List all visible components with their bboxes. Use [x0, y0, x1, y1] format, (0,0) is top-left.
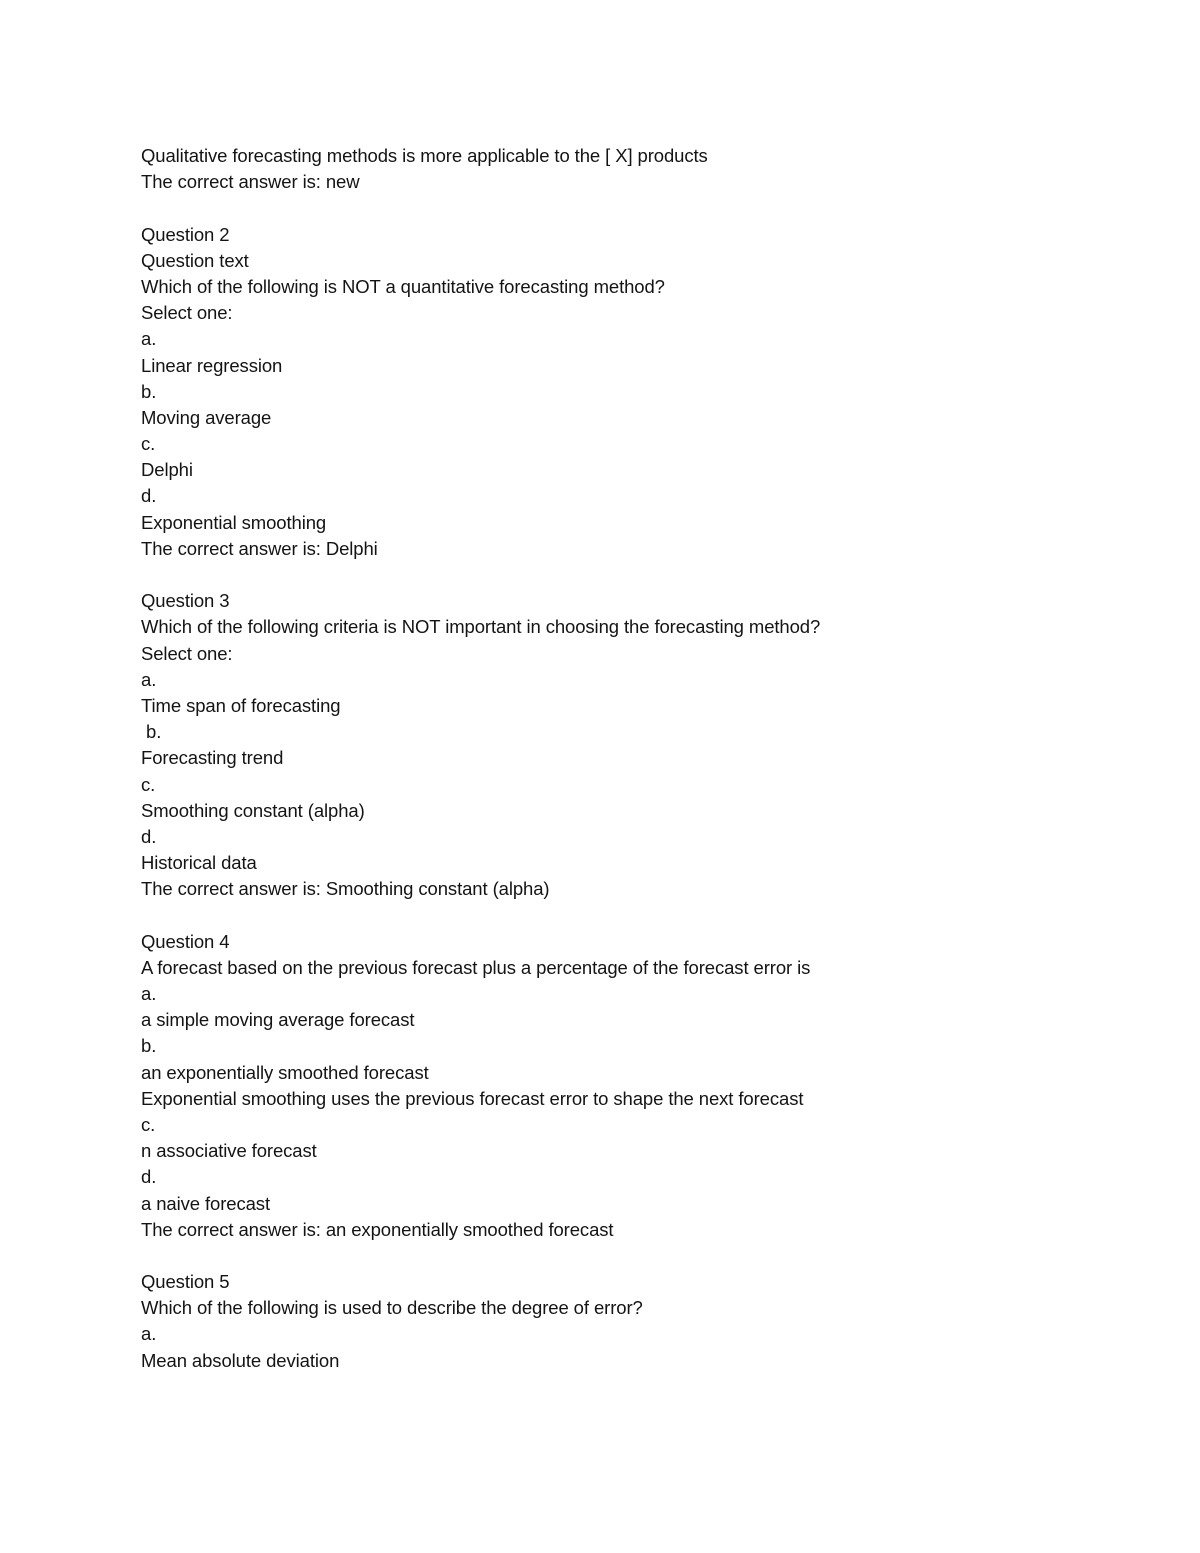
question-3-option-d-letter: d. [141, 825, 157, 847]
question-5-option-a-text: Mean absolute deviation [141, 1349, 340, 1371]
question-5-text: Which of the following is used to describe the degree of error? [141, 1297, 643, 1319]
question-3-option-c-letter: c. [141, 773, 156, 795]
question-3-option-b-text: Forecasting trend [141, 747, 284, 769]
question-5-option-a-letter: a. [141, 1323, 157, 1345]
question-4-option-a-text: a simple moving average forecast [141, 1009, 415, 1031]
question-1-text: Qualitative forecasting methods is more applicable to the [ X] products [141, 145, 708, 166]
question-5-heading: Question 5 [141, 1271, 230, 1293]
question-3-option-a-text: Time span of forecasting [141, 694, 341, 716]
blank-line [141, 562, 1101, 588]
question-4-option-c-letter: c. [141, 1113, 156, 1135]
question-2-heading: Question 2 [141, 223, 230, 245]
question-2-answer: The correct answer is: Delphi [141, 537, 378, 559]
question-2-option-c-letter: c. [141, 433, 156, 455]
question-4-answer: The correct answer is: an exponentially smoothed forecast [141, 1218, 614, 1240]
question-3-text: Which of the following criteria is NOT important in choosing the forecasting method? [141, 616, 821, 638]
question-4-option-c-text: n associative forecast [141, 1140, 317, 1162]
question-4-explanation: Exponential smoothing uses the previous forecast error to shape the next forecast [141, 1087, 804, 1109]
question-1-answer: The correct answer is: new [141, 171, 360, 193]
question-3-option-a-letter: a. [141, 668, 157, 690]
question-4-option-d-text: a naive forecast [141, 1192, 271, 1214]
question-3-option-c-text: Smoothing constant (alpha) [141, 799, 365, 821]
question-2-label: Question text [141, 249, 249, 271]
question-2-option-b-letter: b. [141, 380, 157, 402]
question-3-heading: Question 3 [141, 590, 230, 612]
question-3-option-d-text: Historical data [141, 852, 257, 874]
question-3-option-b-letter: b. [141, 721, 162, 743]
question-3-select-one: Select one: [141, 642, 233, 664]
blank-line [141, 195, 1101, 221]
question-4-option-b-letter: b. [141, 1035, 157, 1057]
blank-line [141, 902, 1101, 928]
question-2-option-d-text: Exponential smoothing [141, 511, 327, 533]
question-3-answer: The correct answer is: Smoothing constant (alpha) [141, 878, 550, 900]
question-2-option-b-text: Moving average [141, 406, 272, 428]
question-2-option-d-letter: d. [141, 485, 157, 507]
question-4-option-d-letter: d. [141, 1166, 157, 1188]
question-2-option-c-text: Delphi [141, 459, 193, 481]
question-4-option-a-letter: a. [141, 983, 157, 1004]
question-4-text: A forecast based on the previous forecast plus a percentage of the forecast error is [141, 956, 811, 978]
question-2-text: Which of the following is NOT a quantitative forecasting method? [141, 275, 665, 297]
question-4-heading: Question 4 [141, 930, 230, 952]
document-page [141, 143, 1101, 1374]
blank-line [141, 1243, 1101, 1269]
question-2-select-one: Select one: [141, 302, 233, 324]
question-2-option-a-letter: a. [141, 328, 157, 350]
question-2-option-a-text: Linear regression [141, 354, 283, 376]
question-4-option-b-text: an exponentially smoothed forecast [141, 1061, 429, 1083]
